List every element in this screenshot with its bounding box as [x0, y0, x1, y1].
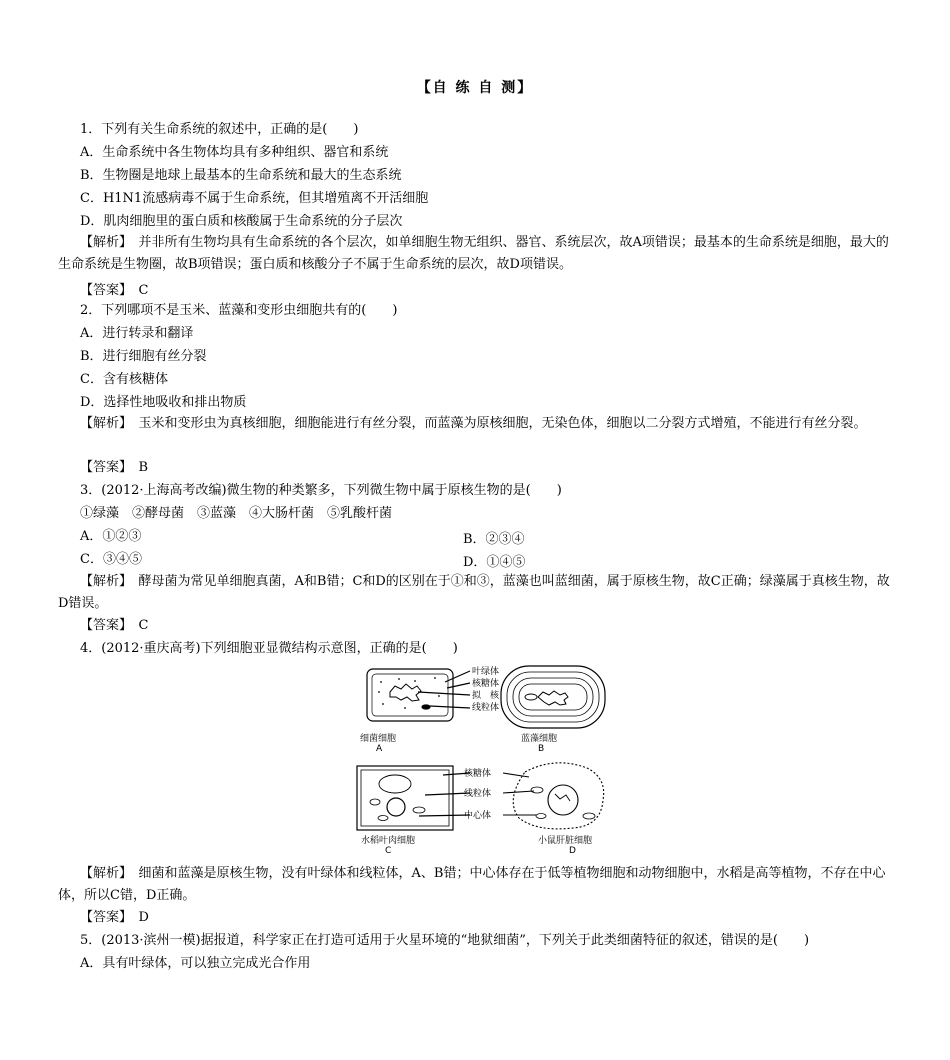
q5-stem: 5．(2013·滨州一模)据报道，科学家正在打造可适用于火星环境的“地狱细菌”，下列关于此类细菌特征的叙述，错误的是( ): [80, 933, 810, 948]
q1-option-d: D．肌肉细胞里的蛋白质和核酸属于生命系统的分子层次: [80, 214, 403, 229]
label-ribosome: 核糖体: [472, 679, 500, 689]
q2-stem: 2．下列哪项不是玉米、蓝藻和变形虫细胞共有的( ): [80, 303, 398, 318]
q1-option-c: C．H1N1流感病毒不属于生命系统，但其增殖离不开活细胞: [80, 191, 429, 206]
q1-analysis: 【解析】 并非所有生物均具有生命系统的各个层次，如单细胞生物无组织、器官、系统层次，故A项错误；最基本的生命系统是细胞，最大的生命系统是生物圈，故B项错误；蛋白质和核酸分子不属于生命系统的层次，故D项错误。: [58, 235, 889, 272]
caption-c: 水稻叶肉细胞: [361, 836, 416, 846]
cell-b-cyanobacterium: [501, 666, 605, 728]
label-mitochondrion-2: 线粒体: [464, 789, 492, 799]
label-ribosome-2: 核糖体: [464, 769, 492, 779]
q1-option-b: B．生物圈是地球上最基本的生命系统和最大的生态系统: [80, 168, 402, 183]
q2-option-d: D．选择性地吸收和排出物质: [80, 395, 247, 410]
q3-option-d: D．①④⑤: [463, 555, 526, 570]
letter-c: C: [385, 846, 392, 856]
q3-items: ①绿藻 ②酵母菌 ③蓝藻 ④大肠杆菌 ⑤乳酸杆菌: [80, 506, 393, 521]
label-nucleoid: 拟 核: [472, 691, 500, 701]
cell-d-animal: [503, 763, 604, 829]
q4-analysis: 【解析】 细菌和蓝藻是原核生物，没有叶绿体和线粒体，A、B错；中心体存在于低等植物细胞和动物细胞中，水稻是高等植物，不存在中心体，所以C错，D正确。: [58, 866, 886, 903]
q3-option-a: A．①②③: [80, 529, 142, 544]
label-centrosome: 中心体: [464, 811, 492, 821]
q1-answer: 【答案】 C: [80, 283, 149, 298]
cell-c-plant: [357, 766, 470, 830]
cell-structure-figure: [355, 660, 615, 856]
cell-a-bacterium: [367, 669, 470, 721]
caption-a: 细菌细胞: [360, 734, 397, 744]
q2-option-a: A．进行转录和翻译: [80, 326, 194, 341]
letter-d: D: [569, 846, 576, 856]
q2-option-c: C．含有核糖体: [80, 372, 168, 387]
q3-analysis: 【解析】 酵母菌为常见单细胞真菌，A和B错；C和D的区别在于①和③，蓝藻也叫蓝细菌，属于原核生物，故C正确；绿藻属于真核生物，故D错误。: [58, 574, 890, 611]
q3-option-b: B．②③④: [463, 532, 525, 547]
q2-answer: 【答案】 B: [80, 460, 149, 475]
letter-a: A: [376, 744, 383, 754]
letter-b: B: [538, 744, 545, 754]
q5-option-a: A．具有叶绿体，可以独立完成光合作用: [80, 956, 311, 971]
page-title: 【自 练 自 测】: [416, 80, 534, 96]
q2-option-b: B．进行细胞有丝分裂: [80, 349, 207, 364]
q2-analysis: 【解析】 玉米和变形虫为真核细胞，细胞能进行有丝分裂，而蓝藻为原核细胞，无染色体，细胞以二分裂方式增殖，不能进行有丝分裂。: [80, 416, 867, 431]
q3-stem: 3．(2012·上海高考改编)微生物的种类繁多，下列微生物中属于原核生物的是( ): [80, 483, 562, 498]
q3-answer: 【答案】 C: [80, 618, 149, 633]
label-chloroplast: 叶绿体: [472, 667, 500, 677]
q1-option-a: A．生命系统中各生物体均具有多种组织、器官和系统: [80, 145, 389, 160]
caption-d: 小鼠肝脏细胞: [538, 836, 593, 846]
caption-b: 蓝藻细胞: [521, 734, 558, 744]
q4-stem: 4．(2012·重庆高考)下列细胞亚显微结构示意图，正确的是( ): [80, 641, 458, 656]
label-mitochondrion: 线粒体: [472, 703, 500, 713]
q1-stem: 1．下列有关生命系统的叙述中，正确的是( ): [80, 122, 359, 137]
q3-option-c: C．③④⑤: [80, 552, 142, 567]
q4-answer: 【答案】 D: [80, 910, 149, 925]
